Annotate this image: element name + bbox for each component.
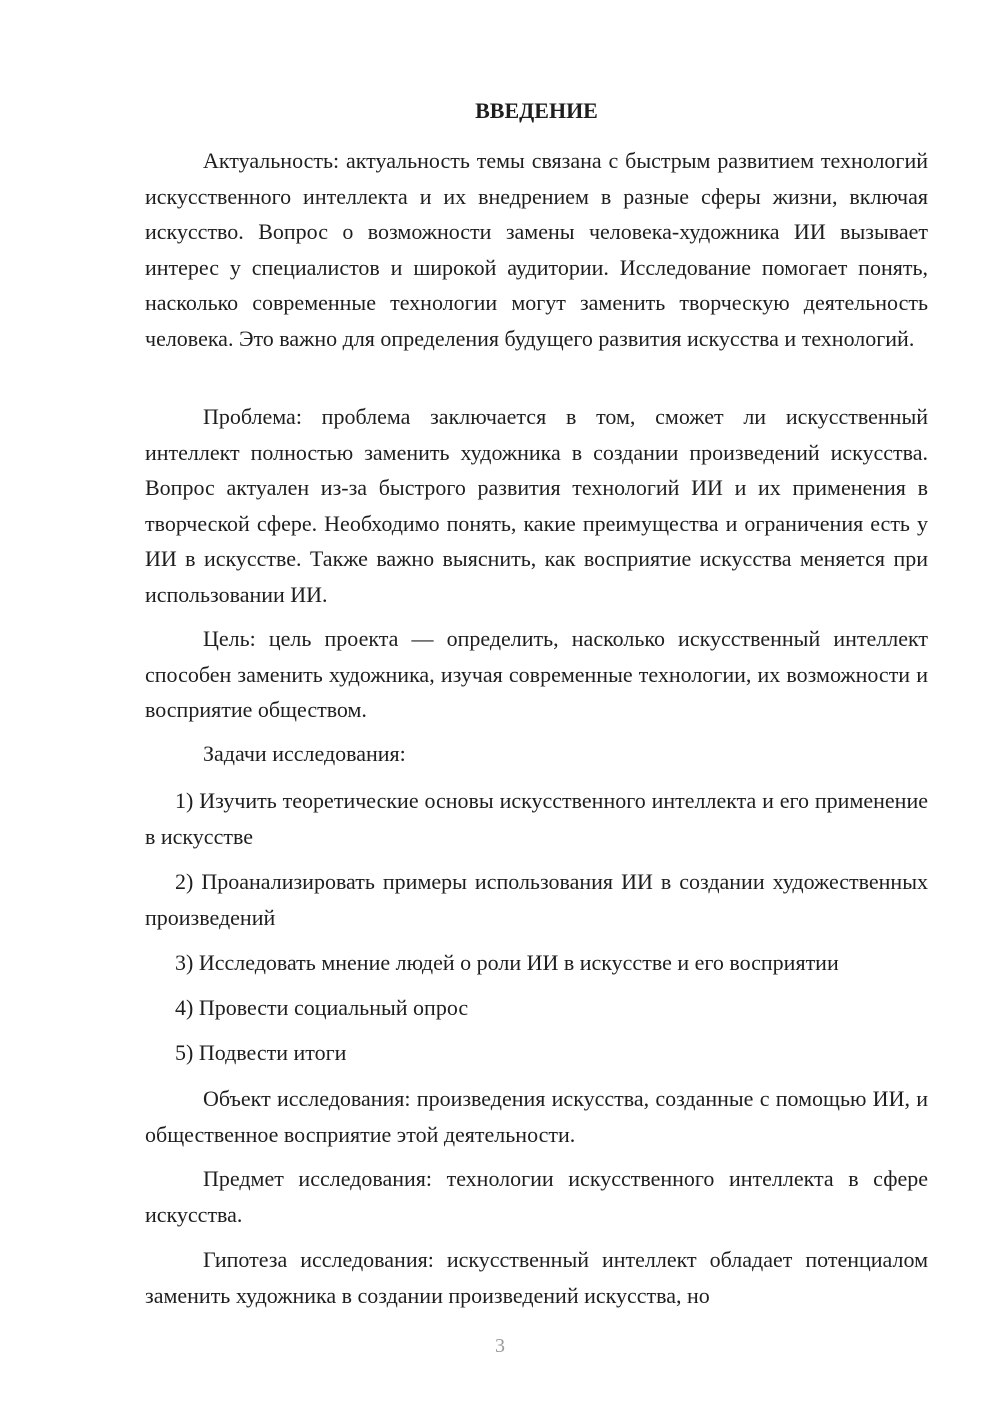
paragraph-relevance: Актуальность: актуальность темы связана с быстрым развитием технологий искусственного интеллекта и их внедрением в разные сферы жизни, включая искусство. Вопрос о возможности замены человека-художника ИИ вызывает интерес у специалистов и широкой аудитории. Исследование помогает понять, насколько современные технологии могут заменить творческую деятельность человека. Это важно для определения будущего развития искусства и технологий. bbox=[145, 148, 928, 351]
list-item-task-5: 5) Подвести итоги bbox=[175, 1040, 347, 1065]
paragraph-hypothesis: Гипотеза исследования: искусственный интеллект обладает потенциалом заменить художника в создании произведений искусства, но bbox=[145, 1247, 928, 1308]
page-number: 3 bbox=[495, 1335, 505, 1357]
paragraph-object: Объект исследования: произведения искусства, созданные с помощью ИИ, и общественное восприятие этой деятельности. bbox=[145, 1086, 928, 1147]
paragraph-subject: Предмет исследования: технологии искусственного интеллекта в сфере искусства. bbox=[145, 1166, 928, 1227]
page-title: ВВЕДЕНИЕ bbox=[475, 98, 598, 123]
list-item-task-2: 2) Проанализировать примеры использования ИИ в создании художественных произведений bbox=[145, 869, 928, 930]
paragraph-problem: Проблема: проблема заключается в том, сможет ли искусственный интеллект полностью заменить художника в создании произведений искусства. Вопрос актуален из-за быстрого развития технологий ИИ и их применения в творческой сфере. Необходимо понять, какие преимущества и ограничения есть у ИИ в искусстве. Также важно выяснить, как восприятие искусства меняется при использовании ИИ. bbox=[145, 404, 928, 607]
list-item-task-3: 3) Исследовать мнение людей о роли ИИ в искусстве и его восприятии bbox=[175, 950, 839, 975]
tasks-heading: Задачи исследования: bbox=[203, 741, 406, 766]
paragraph-goal: Цель: цель проекта — определить, насколько искусственный интеллект способен заменить художника, изучая современные технологии, их возможности и восприятие обществом. bbox=[145, 626, 928, 722]
list-item-task-1: 1) Изучить теоретические основы искусственного интеллекта и его применение в искусстве bbox=[145, 788, 928, 849]
list-item-task-4: 4) Провести социальный опрос bbox=[175, 995, 469, 1020]
